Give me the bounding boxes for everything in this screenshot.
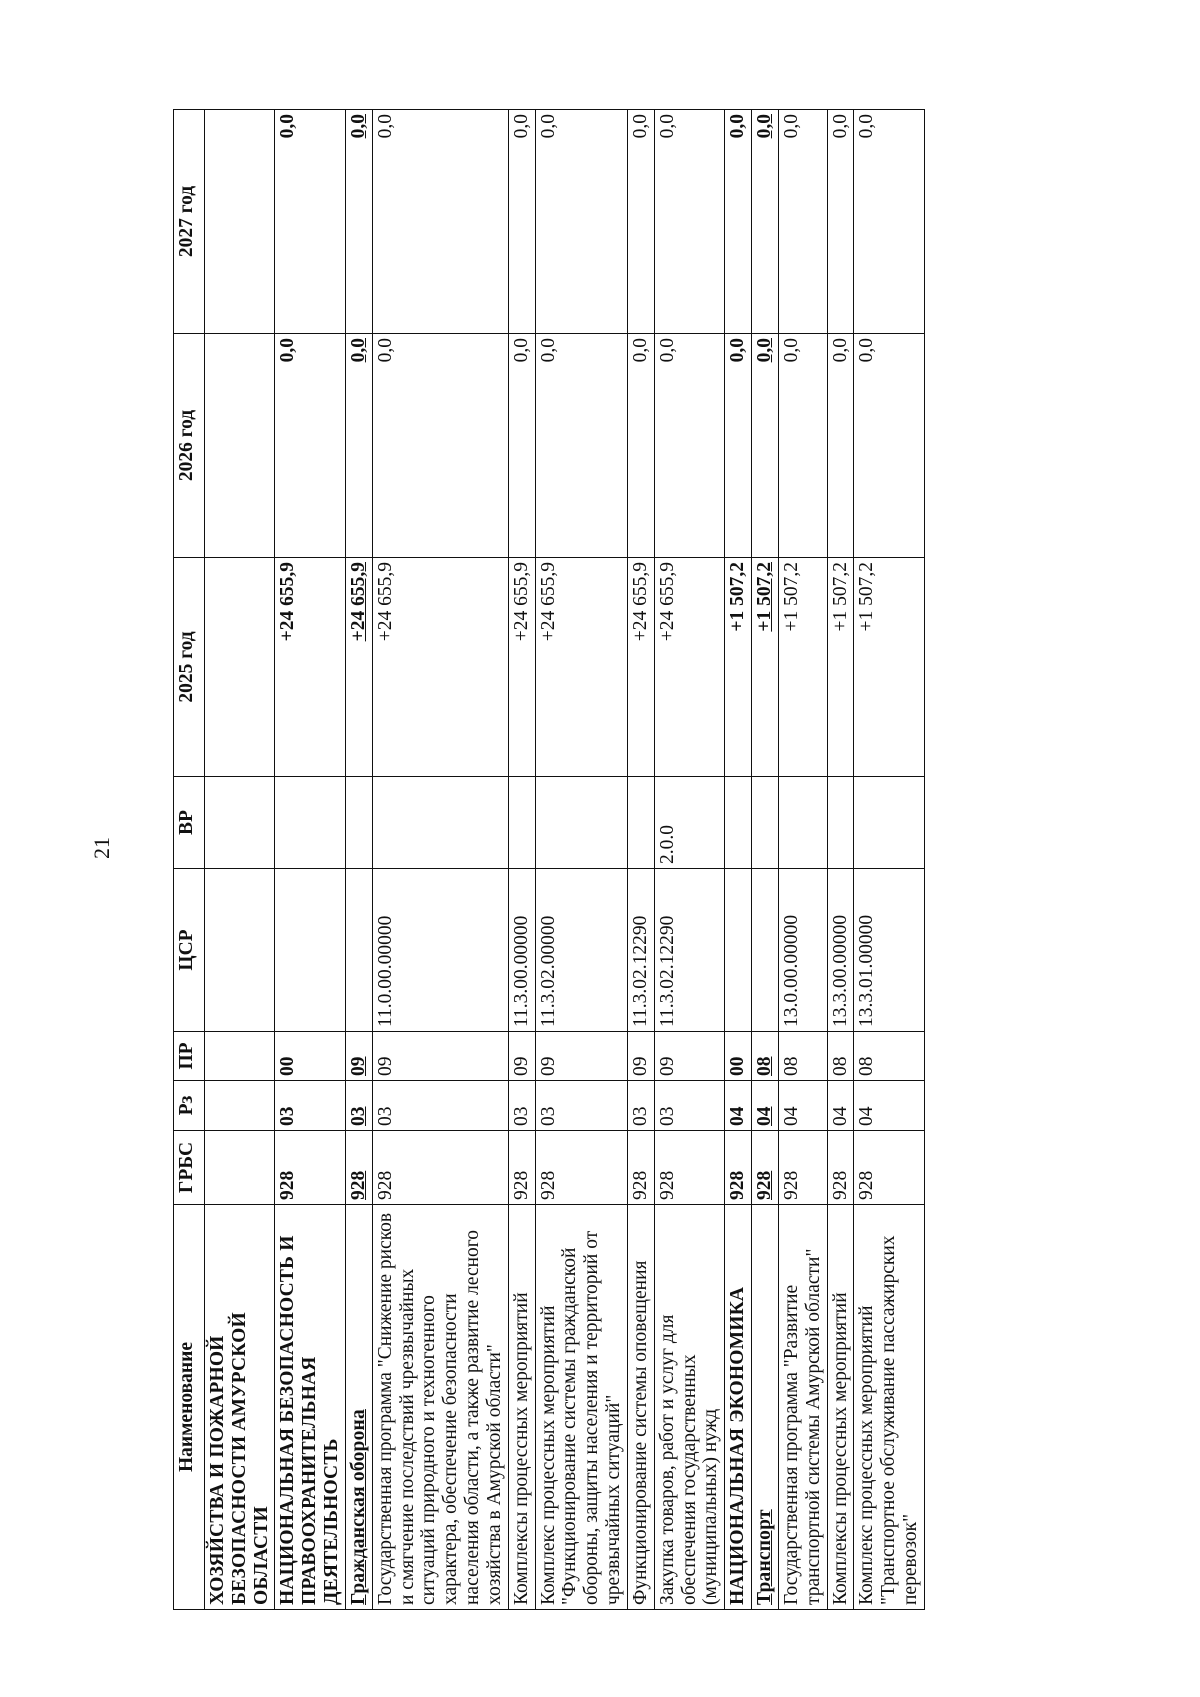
cell-2026: 0,0 — [827, 334, 854, 558]
cell-csr: 11.3.00.00000 — [508, 869, 535, 1032]
cell-2025 — [205, 558, 275, 777]
cell-csr: 11.0.00.00000 — [372, 869, 508, 1032]
cell-grbs: 928 — [778, 1131, 827, 1205]
cell-2027: 0,0 — [725, 110, 752, 334]
page-number: 21 — [89, 837, 114, 859]
cell-csr — [275, 869, 345, 1032]
cell-name: Комплексы процессных мероприятий — [827, 1205, 854, 1610]
cell-2027: 0,0 — [627, 110, 654, 334]
cell-2026: 0,0 — [854, 334, 924, 558]
cell-2026: 0,0 — [275, 334, 345, 558]
cell-vr — [627, 777, 654, 869]
cell-2027: 0,0 — [752, 110, 779, 334]
cell-pr: 09 — [535, 1032, 627, 1081]
cell-2025: +1 507,2 — [725, 558, 752, 777]
cell-grbs: 928 — [535, 1131, 627, 1205]
cell-2025: +24 655,9 — [508, 558, 535, 777]
cell-name: Транспорт — [752, 1205, 779, 1610]
cell-vr — [535, 777, 627, 869]
cell-csr — [345, 869, 372, 1032]
cell-name: Закупка товаров, работ и услуг для обеспечения государственных (муниципальных) нужд — [654, 1205, 724, 1610]
cell-pr: 00 — [725, 1032, 752, 1081]
cell-rz: 03 — [654, 1081, 724, 1131]
cell-pr — [205, 1032, 275, 1081]
cell-csr: 11.3.02.00000 — [535, 869, 627, 1032]
table-row — [372, 110, 508, 1610]
cell-vr — [275, 777, 345, 869]
cell-name: Комплекс процессных мероприятий "Транспортное обслуживание пассажирских перевозок" — [854, 1205, 924, 1610]
table-row — [205, 110, 275, 1610]
cell-grbs — [205, 1131, 275, 1205]
cell-2026: 0,0 — [508, 334, 535, 558]
rotated-table-container — [173, 110, 1103, 1610]
cell-2027: 0,0 — [654, 110, 724, 334]
table-row — [827, 110, 854, 1610]
cell-2025: +1 507,2 — [752, 558, 779, 777]
table-row — [752, 110, 779, 1610]
cell-pr: 09 — [345, 1032, 372, 1081]
cell-name: НАЦИОНАЛЬНАЯ ЭКОНОМИКА — [725, 1205, 752, 1610]
header-rz: Рз — [174, 1081, 205, 1131]
cell-csr: 13.0.00.00000 — [778, 869, 827, 1032]
header-csr: ЦСР — [174, 869, 205, 1032]
cell-2026: 0,0 — [778, 334, 827, 558]
cell-pr: 08 — [827, 1032, 854, 1081]
budget-table — [173, 109, 925, 1610]
cell-csr: 11.3.02.12290 — [654, 869, 724, 1032]
cell-vr — [778, 777, 827, 869]
cell-2026: 0,0 — [627, 334, 654, 558]
cell-pr: 08 — [752, 1032, 779, 1081]
table-row — [778, 110, 827, 1610]
cell-csr: 13.3.01.00000 — [854, 869, 924, 1032]
cell-pr: 08 — [778, 1032, 827, 1081]
cell-rz: 04 — [725, 1081, 752, 1131]
cell-pr: 08 — [854, 1032, 924, 1081]
table-header-row — [174, 110, 205, 1610]
cell-vr — [827, 777, 854, 869]
cell-2027: 0,0 — [854, 110, 924, 334]
cell-grbs: 928 — [372, 1131, 508, 1205]
cell-name: НАЦИОНАЛЬНАЯ БЕЗОПАСНОСТЬ И ПРАВООХРАНИТЕЛЬНАЯ ДЕЯТЕЛЬНОСТЬ — [275, 1205, 345, 1610]
table-row — [654, 110, 724, 1610]
cell-2026: 0,0 — [345, 334, 372, 558]
cell-rz: 03 — [627, 1081, 654, 1131]
cell-pr: 09 — [372, 1032, 508, 1081]
cell-2025: +24 655,9 — [535, 558, 627, 777]
cell-vr — [854, 777, 924, 869]
cell-2027 — [205, 110, 275, 334]
cell-rz: 03 — [508, 1081, 535, 1131]
cell-2027: 0,0 — [535, 110, 627, 334]
table-row — [345, 110, 372, 1610]
cell-2025: +1 507,2 — [827, 558, 854, 777]
cell-rz: 03 — [535, 1081, 627, 1131]
cell-grbs: 928 — [725, 1131, 752, 1205]
table-row — [535, 110, 627, 1610]
cell-name: Гражданская оборона — [345, 1205, 372, 1610]
header-name: Наименование — [174, 1205, 205, 1610]
cell-rz: 04 — [778, 1081, 827, 1131]
table-row — [725, 110, 752, 1610]
cell-2025: +24 655,9 — [627, 558, 654, 777]
header-2027: 2027 год — [174, 110, 205, 334]
cell-vr — [372, 777, 508, 869]
header-pr: ПР — [174, 1032, 205, 1081]
cell-name: Комплекс процессных мероприятий "Функционирование системы гражданской обороны, защиты населения и территорий от чрезвычайных ситуаций" — [535, 1205, 627, 1610]
cell-2025: +24 655,9 — [654, 558, 724, 777]
header-2025: 2025 год — [174, 558, 205, 777]
cell-rz: 04 — [827, 1081, 854, 1131]
table-row — [275, 110, 345, 1610]
cell-2026 — [205, 334, 275, 558]
cell-name: Государственная программа "Развитие транспортной системы Амурской области" — [778, 1205, 827, 1610]
cell-grbs: 928 — [854, 1131, 924, 1205]
cell-vr: 2.0.0 — [654, 777, 724, 869]
header-vr: ВР — [174, 777, 205, 869]
cell-vr — [205, 777, 275, 869]
cell-pr: 09 — [654, 1032, 724, 1081]
cell-2025: +24 655,9 — [275, 558, 345, 777]
cell-rz: 04 — [752, 1081, 779, 1131]
cell-grbs: 928 — [627, 1131, 654, 1205]
cell-csr: 11.3.02.12290 — [627, 869, 654, 1032]
cell-rz: 03 — [275, 1081, 345, 1131]
cell-2026: 0,0 — [725, 334, 752, 558]
table-row — [508, 110, 535, 1610]
cell-2026: 0,0 — [372, 334, 508, 558]
cell-2026: 0,0 — [654, 334, 724, 558]
cell-2027: 0,0 — [827, 110, 854, 334]
cell-grbs: 928 — [654, 1131, 724, 1205]
table-row — [854, 110, 924, 1610]
cell-rz: 03 — [372, 1081, 508, 1131]
cell-csr — [725, 869, 752, 1032]
cell-name: Функционирование системы оповещения — [627, 1205, 654, 1610]
cell-vr — [752, 777, 779, 869]
cell-2026: 0,0 — [535, 334, 627, 558]
cell-grbs: 928 — [752, 1131, 779, 1205]
cell-pr: 09 — [627, 1032, 654, 1081]
cell-2027: 0,0 — [372, 110, 508, 334]
header-grbs: ГРБС — [174, 1131, 205, 1205]
cell-name: ХОЗЯЙСТВА И ПОЖАРНОЙ БЕЗОПАСНОСТИ АМУРСКОЙ ОБЛАСТИ — [205, 1205, 275, 1610]
cell-csr: 13.3.00.00000 — [827, 869, 854, 1032]
cell-vr — [508, 777, 535, 869]
cell-2027: 0,0 — [345, 110, 372, 334]
cell-2025: +24 655,9 — [345, 558, 372, 777]
cell-2025: +24 655,9 — [372, 558, 508, 777]
cell-2027: 0,0 — [275, 110, 345, 334]
cell-rz: 04 — [854, 1081, 924, 1131]
cell-2027: 0,0 — [508, 110, 535, 334]
table-row — [627, 110, 654, 1610]
cell-grbs: 928 — [827, 1131, 854, 1205]
cell-csr — [752, 869, 779, 1032]
cell-grbs: 928 — [345, 1131, 372, 1205]
cell-pr: 09 — [508, 1032, 535, 1081]
cell-rz — [205, 1081, 275, 1131]
cell-rz: 03 — [345, 1081, 372, 1131]
cell-name: Комплексы процессных мероприятий — [508, 1205, 535, 1610]
header-2026: 2026 год — [174, 334, 205, 558]
cell-2026: 0,0 — [752, 334, 779, 558]
cell-2025: +1 507,2 — [854, 558, 924, 777]
cell-vr — [725, 777, 752, 869]
cell-grbs: 928 — [508, 1131, 535, 1205]
cell-pr: 00 — [275, 1032, 345, 1081]
cell-2027: 0,0 — [778, 110, 827, 334]
cell-name: Государственная программа "Снижение рисков и смягчение последствий чрезвычайных ситуаций природного и техногенного характера, обеспечение безопасности населения области, а также развитие лесного хозяйства в Амурской области" — [372, 1205, 508, 1610]
cell-grbs: 928 — [275, 1131, 345, 1205]
cell-vr — [345, 777, 372, 869]
cell-2025: +1 507,2 — [778, 558, 827, 777]
cell-csr — [205, 869, 275, 1032]
